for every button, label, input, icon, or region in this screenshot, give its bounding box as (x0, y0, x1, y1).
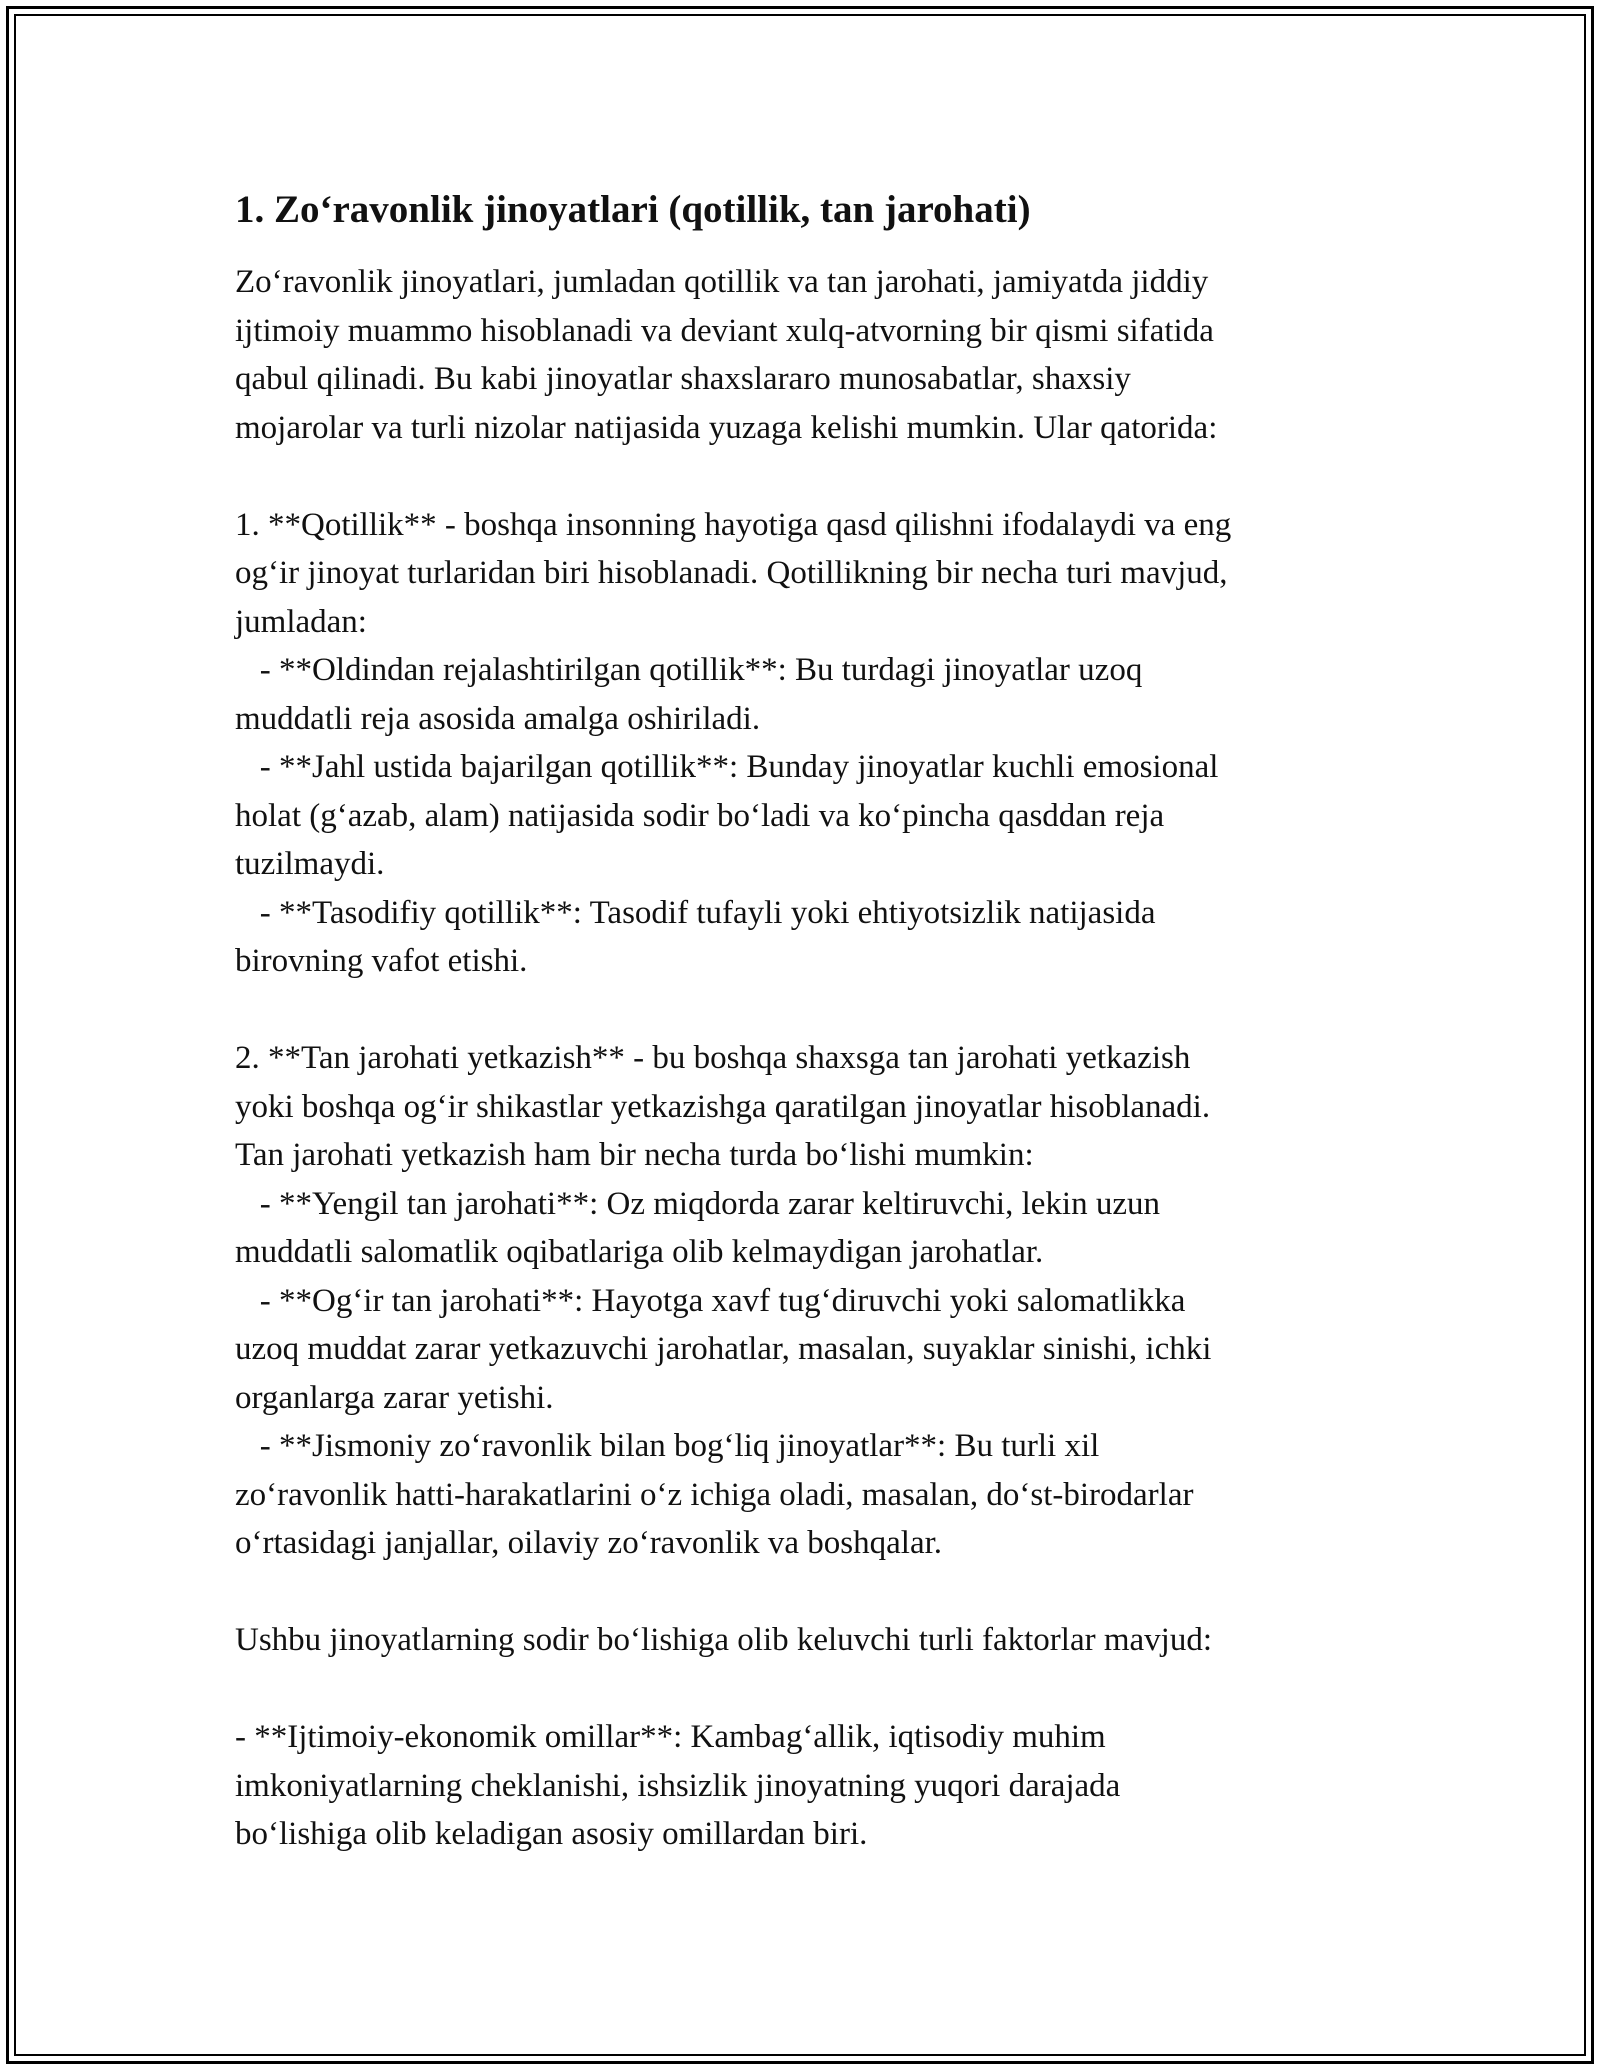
paragraph-spacer (235, 1568, 1375, 1617)
text-line: mojarolar va turli nizolar natijasida yuzaga kelishi mumkin. Ular qatorida: (235, 409, 1218, 446)
text-line: - **Tasodifiy qotillik**: Tasodif tufayli yoki ehtiyotsizlik natijasida (235, 894, 1156, 931)
text-line: zo‘ravonlik hatti-harakatlarini o‘z ichiga oladi, masalan, do‘st-birodarlar (235, 1476, 1194, 1513)
text-line: - **Ijtimoiy-ekonomik omillar**: Kambag‘allik, iqtisodiy muhim (235, 1719, 1106, 1755)
text-line: bo‘lishiga olib keladigan asosiy omillardan biri. (235, 1816, 868, 1852)
socio-economic-paragraph (235, 1713, 1375, 1859)
text-line: tuzilmaydi. (235, 846, 385, 882)
text-line: - **Og‘ir tan jarohati**: Hayotga xavf tug‘diruvchi yoki salomatlikka (235, 1282, 1186, 1319)
text-line: o‘rtasidagi janjallar, oilaviy zo‘ravonlik va boshqalar. (235, 1525, 943, 1561)
text-line: muddatli salomatlik oqibatlariga olib kelmaydigan jarohatlar. (235, 1234, 1044, 1270)
text-line: - **Jahl ustida bajarilgan qotillik**: Bunday jinoyatlar kuchli emosional (235, 749, 1219, 785)
document-body (235, 186, 1375, 1859)
text-line: Tan jarohati yetkazish ham bir necha turda bo‘lishi mumkin: (235, 1137, 1034, 1173)
paragraph-spacer (235, 1665, 1375, 1714)
text-line: Zo‘ravonlik jinoyatlari, jumladan qotillik va tan jarohati, jamiyatda jiddiy (235, 264, 1209, 300)
murder-paragraph (235, 501, 1375, 986)
text-line: qabul qilinadi. Bu kabi jinoyatlar shaxslararo munosabatlar, shaxsiy (235, 361, 1131, 397)
factors-intro-paragraph (235, 1616, 1375, 1665)
text-line: organlarga zarar yetishi. (235, 1379, 554, 1416)
text-line: 2. **Tan jarohati yetkazish** - bu boshqa shaxsga tan jarohati yetkazish (235, 1040, 1191, 1076)
text-line: yoki boshqa og‘ir shikastlar yetkazishga qaratilgan jinoyatlar hisoblanadi. (235, 1088, 1211, 1125)
text-line: - **Jismoniy zo‘ravonlik bilan bog‘liq jinoyatlar**: Bu turli xil (235, 1428, 1100, 1464)
section-heading: 1. Zo‘ravonlik jinoyatlari (qotillik, tan jarohati) (235, 188, 1031, 231)
text-line: birovning vafot etishi. (235, 943, 528, 979)
text-line: holat (g‘azab, alam) natijasida sodir bo‘ladi va ko‘pincha qasddan reja (235, 797, 1165, 834)
paragraph-spacer (235, 452, 1375, 501)
injury-paragraph (235, 1034, 1375, 1568)
text-line: ijtimoiy muammo hisoblanadi va deviant xulq-atvorning bir qismi sifatida (235, 312, 1214, 349)
text-line: - **Oldindan rejalashtirilgan qotillik**: Bu turdagi jinoyatlar uzoq (235, 652, 1143, 688)
text-line: imkoniyatlarning cheklanishi, ishsizlik jinoyatning yuqori darajada (235, 1767, 1121, 1804)
text-line: uzoq muddat zarar yetkazuvchi jarohatlar, masalan, suyaklar sinishi, ichki (235, 1331, 1212, 1367)
intro-paragraph (235, 258, 1375, 452)
text-line: muddatli reja asosida amalga oshiriladi. (235, 700, 761, 737)
paragraph-spacer (235, 986, 1375, 1035)
text-line: jumladan: (235, 603, 367, 640)
text-line: og‘ir jinoyat turlaridan biri hisoblanadi. Qotillikning bir necha turi mavjud, (235, 555, 1228, 591)
text-line: Ushbu jinoyatlarning sodir bo‘lishiga olib keluvchi turli faktorlar mavjud: (235, 1622, 1212, 1658)
text-line: 1. **Qotillik** - boshqa insonning hayotiga qasd qilishni ifodalaydi va eng (235, 506, 1232, 543)
text-line: - **Yengil tan jarohati**: Oz miqdorda zarar keltiruvchi, lekin uzun (235, 1185, 1160, 1222)
